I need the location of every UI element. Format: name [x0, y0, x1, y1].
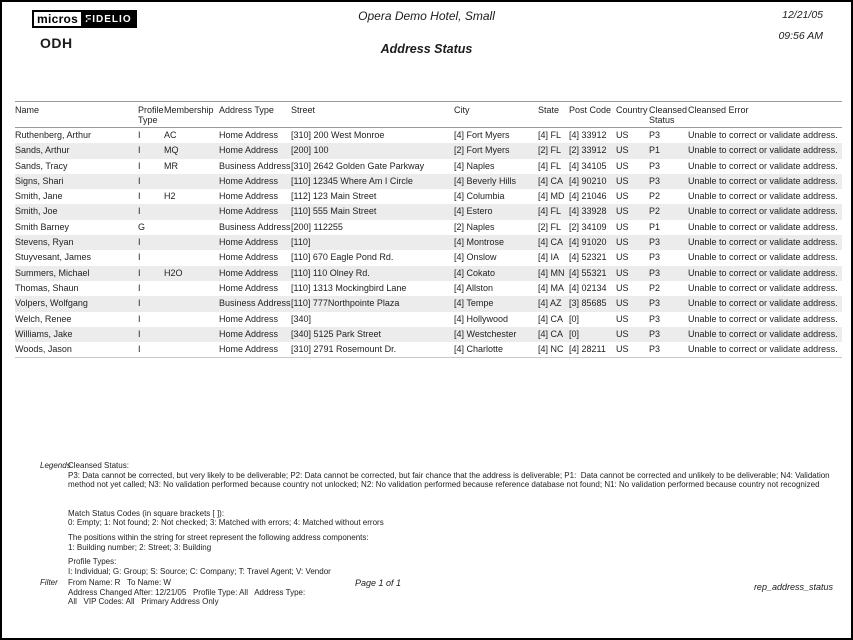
- table-row: [15, 204, 842, 219]
- table-cell: Unable to correct or validate address.: [688, 313, 838, 324]
- table-cell: US: [616, 160, 629, 171]
- table-cell: Business Address: [219, 160, 291, 171]
- table-cell: Smith, Joe: [15, 206, 58, 217]
- table-cell: US: [616, 145, 629, 156]
- table-cell: US: [616, 252, 629, 263]
- table-cell: [164, 296, 219, 311]
- table-cell: [164, 250, 219, 265]
- table-row: [15, 296, 842, 311]
- page-number: Page 1 of 1: [355, 578, 402, 588]
- table-cell: Unable to correct or validate address.: [688, 298, 838, 309]
- table-cell: Business Address: [219, 221, 291, 232]
- table-cell: [4] 91020: [569, 237, 607, 248]
- table-cell: [4] Columbia: [454, 191, 505, 202]
- table-cell: US: [616, 298, 629, 309]
- table-row: [15, 281, 842, 296]
- table-cell: Unable to correct or validate address.: [688, 221, 838, 232]
- table-cell: [4] 55321: [569, 267, 607, 278]
- table-cell: P1: [649, 145, 661, 156]
- filter-content: [68, 578, 348, 607]
- legend-title: Profile Types:: [68, 557, 117, 567]
- table-cell: Sands, Tracy: [15, 160, 68, 171]
- table-cell: [110] 555 Main Street: [291, 206, 377, 217]
- table-cell: [4] Estero: [454, 206, 493, 217]
- table-cell: [4] CA: [538, 328, 564, 339]
- table-cell: [164, 342, 219, 358]
- table-cell: Business Address: [219, 298, 291, 309]
- table-cell: [2] FL: [538, 145, 562, 156]
- table-cell: P3: [649, 328, 661, 339]
- table-cell: Home Address: [219, 175, 279, 186]
- table-cell: [4] CA: [538, 313, 564, 324]
- table-cell: [4] MD: [538, 191, 565, 202]
- table-cell: Home Address: [219, 282, 279, 293]
- column-header: City: [454, 102, 538, 128]
- table-cell: P2: [649, 206, 661, 217]
- column-header: Profile Type: [138, 102, 164, 128]
- legend-cleansed-status: [68, 461, 840, 490]
- table-header-row: [15, 102, 842, 128]
- table-cell: I: [138, 130, 141, 140]
- table-cell: US: [616, 328, 629, 339]
- legend-text: 0: Empty; 1: Not found; 2: Not checked; 3: Matched with errors; 4: Matched without errors: [68, 518, 384, 528]
- table-cell: [2] Fort Myers: [454, 145, 510, 156]
- table-cell: [4] MN: [538, 267, 565, 278]
- table-cell: H2: [164, 191, 176, 202]
- table-cell: [310] 200 West Monroe: [291, 130, 385, 140]
- table-cell: Unable to correct or validate address.: [688, 145, 838, 156]
- table-cell: Unable to correct or validate address.: [688, 175, 838, 186]
- table-cell: I: [138, 282, 141, 293]
- table-cell: Unable to correct or validate address.: [688, 237, 838, 248]
- legends-content: [68, 461, 840, 576]
- table-cell: [4] Beverly Hills: [454, 175, 517, 186]
- table-cell: Williams, Jake: [15, 328, 73, 339]
- table-cell: [4] 90210: [569, 175, 607, 186]
- table-cell: US: [616, 175, 629, 186]
- table-cell: I: [138, 206, 141, 217]
- table-cell: [200] 100: [291, 145, 329, 156]
- table-cell: [110] 12345 Where Am I Circle: [291, 175, 413, 186]
- table-cell: [4] FL: [538, 130, 562, 140]
- table-cell: AC: [164, 130, 177, 140]
- table-cell: I: [138, 252, 141, 263]
- table-cell: [4] Allston: [454, 282, 494, 293]
- table-cell: US: [616, 282, 629, 293]
- filter-line: All VIP Codes: All Primary Address Only: [68, 597, 219, 607]
- table-cell: [4] Onslow: [454, 252, 497, 263]
- table-row: [15, 235, 842, 250]
- table-cell: [4] FL: [538, 206, 562, 217]
- table-cell: [200] 112255: [291, 221, 343, 232]
- table-row: [15, 266, 842, 281]
- legend-text: 1: Building number; 2: Street; 3: Building: [68, 542, 212, 552]
- table-cell: [4] MA: [538, 282, 565, 293]
- table-row: [15, 250, 842, 265]
- table-cell: US: [616, 237, 629, 248]
- table-cell: [164, 220, 219, 235]
- table-cell: [4] 33928: [569, 206, 607, 217]
- table-cell: [3] 85685: [569, 298, 607, 309]
- table-cell: I: [138, 191, 141, 202]
- table-cell: [4] Montrose: [454, 237, 505, 248]
- table-cell: [4] 21046: [569, 191, 607, 202]
- table-cell: US: [616, 221, 629, 232]
- column-header: Cleansed Status: [649, 102, 688, 128]
- table-cell: [164, 281, 219, 296]
- table-cell: [340] 5125 Park Street: [291, 328, 382, 339]
- table-cell: Home Address: [219, 313, 279, 324]
- table-row: [15, 189, 842, 204]
- table-row: [15, 159, 842, 174]
- legend-street-positions: [68, 533, 840, 552]
- table-row: [15, 128, 842, 144]
- table-cell: P3: [649, 160, 661, 171]
- legend-match-status-codes: [68, 509, 840, 528]
- legend-title: The positions within the string for street represent the following address components:: [68, 532, 369, 542]
- table-cell: I: [138, 298, 141, 309]
- table-cell: P2: [649, 282, 661, 293]
- table-row: [15, 327, 842, 342]
- table-cell: I: [138, 175, 141, 186]
- table-cell: [310] 2791 Rosemount Dr.: [291, 342, 454, 358]
- table-header: [15, 102, 842, 128]
- table-cell: [164, 174, 219, 189]
- legend-text: I: Individual; G: Group; S: Source; C: Company; T: Travel Agent; V: Vendor: [68, 566, 331, 576]
- table-cell: [340]: [291, 313, 312, 324]
- table-cell: [110] 777Northpointe Plaza: [291, 298, 400, 309]
- table-cell: [110] 1313 Mockingbird Lane: [291, 282, 407, 293]
- table-cell: [4] 33912: [569, 130, 607, 140]
- table-cell: [4] Hollywood: [454, 313, 509, 324]
- table-cell: [4] FL: [538, 160, 562, 171]
- column-header: Membership: [164, 102, 219, 128]
- table-cell: I: [138, 267, 141, 278]
- table-cell: MR: [164, 160, 178, 171]
- legend-text: P3: Data cannot be corrected, but very likely to be deliverable; P2: Data cannot be corrected, but fair chance that the address is deliverable; P1: Data cannot be corrected and unlikely to be deliverable; N4: Validation method not yet called; N3: No validation performed because country not unlocked; N2: No validation performed because reference database not found; N1: No validation performed because country not recognized: [68, 470, 832, 490]
- column-header: Post Code: [569, 102, 616, 128]
- logo-arrow-icon: [82, 14, 88, 24]
- report-time: 09:56 AM: [778, 30, 823, 42]
- table-cell: [4] 52321: [569, 252, 607, 263]
- table-cell: [4] CA: [538, 237, 564, 248]
- table-cell: Stevens, Ryan: [15, 237, 74, 248]
- table-cell: Stuyvesant, James: [15, 252, 92, 263]
- table-cell: Unable to correct or validate address.: [688, 328, 838, 339]
- table-cell: Welch, Renee: [15, 313, 72, 324]
- table-cell: US: [616, 313, 629, 324]
- table-cell: [2] 34109: [569, 221, 607, 232]
- filter-line: From Name: R To Name: W: [68, 578, 171, 587]
- resort-code: ODH: [40, 35, 73, 51]
- table-cell: MQ: [164, 145, 179, 156]
- legend-profile-types: [68, 557, 840, 576]
- micros-logo-text: micros: [32, 10, 83, 28]
- table-cell: P3: [649, 175, 661, 186]
- column-header: Name: [15, 102, 138, 128]
- table-cell: Home Address: [219, 342, 291, 358]
- table-cell: Ruthenberg, Arthur: [15, 130, 92, 140]
- table-cell: [0]: [569, 328, 580, 339]
- table-cell: I: [138, 328, 141, 339]
- table-cell: Home Address: [219, 328, 279, 339]
- table-cell: [4] Fort Myers: [454, 130, 510, 140]
- column-header: Address Type: [219, 102, 291, 128]
- table-cell: P3: [649, 267, 661, 278]
- table-cell: [0]: [569, 313, 580, 324]
- table-cell: Unable to correct or validate address.: [688, 252, 838, 263]
- table-cell: Unable to correct or validate address.: [688, 342, 842, 358]
- table-cell: Unable to correct or validate address.: [688, 267, 838, 278]
- table-cell: [4] Charlotte: [454, 342, 538, 358]
- report-date: 12/21/05: [782, 9, 823, 21]
- column-header: Country: [616, 102, 649, 128]
- table-cell: [4] 34105: [569, 160, 607, 171]
- table-cell: G: [138, 221, 146, 232]
- table-cell: P3: [649, 313, 661, 324]
- table-cell: I: [138, 145, 141, 156]
- table-row: [15, 342, 842, 358]
- column-header: State: [538, 102, 569, 128]
- table-cell: Home Address: [219, 237, 279, 248]
- column-header: Cleansed Error: [688, 102, 842, 128]
- table-cell: US: [616, 191, 629, 202]
- table-cell: [2] Naples: [454, 221, 495, 232]
- table-cell: [4] AZ: [538, 298, 562, 309]
- table-cell: [110]: [291, 237, 311, 248]
- table-cell: [4] Cokato: [454, 267, 496, 278]
- filter-label: Filter: [40, 578, 58, 587]
- table-cell: P1: [649, 221, 661, 232]
- table-cell: [164, 327, 219, 342]
- table-cell: I: [138, 342, 164, 358]
- table-cell: Home Address: [219, 145, 279, 156]
- table-cell: [2] 33912: [569, 145, 607, 156]
- table-cell: Unable to correct or validate address.: [688, 160, 838, 171]
- table-cell: Signs, Shari: [15, 175, 64, 186]
- table-cell: P3: [649, 298, 661, 309]
- table-row: [15, 312, 842, 327]
- table-cell: I: [138, 160, 141, 171]
- table-cell: Home Address: [219, 267, 279, 278]
- table-cell: P3: [649, 130, 661, 140]
- table-cell: P2: [649, 191, 661, 202]
- table-cell: I: [138, 237, 141, 248]
- table-cell: H2O: [164, 267, 183, 278]
- legend-title: Cleansed Status:: [68, 461, 129, 470]
- fidelio-logo-text: FIDELIO: [82, 10, 136, 28]
- table-cell: Unable to correct or validate address.: [688, 206, 838, 217]
- filter-line: Address Changed After: 12/21/05 Profile Type: All Address Type:: [68, 587, 306, 597]
- table-cell: Summers, Michael: [15, 267, 90, 278]
- legends-section: [40, 461, 840, 581]
- table-cell: Unable to correct or validate address.: [688, 130, 838, 140]
- table-cell: [112] 123 Main Street: [291, 191, 377, 202]
- table-cell: US: [616, 206, 629, 217]
- table-body: [15, 128, 842, 358]
- table-cell: Home Address: [219, 206, 279, 217]
- table-cell: [4] NC: [538, 342, 569, 358]
- report-id: rep_address_status: [753, 582, 833, 592]
- table-cell: [2] FL: [538, 221, 562, 232]
- table-row: [15, 174, 842, 189]
- table-row: [15, 220, 842, 235]
- table-cell: [4] IA: [538, 252, 560, 263]
- table-cell: [4] 02134: [569, 282, 607, 293]
- table-cell: P3: [649, 342, 688, 358]
- table-cell: Sands, Arthur: [15, 145, 70, 156]
- table-cell: Smith Barney: [15, 221, 70, 232]
- table-cell: [164, 312, 219, 327]
- column-header: Street: [291, 102, 454, 128]
- table-cell: Unable to correct or validate address.: [688, 282, 838, 293]
- address-status-table: [15, 101, 842, 358]
- table-cell: Smith, Jane: [15, 191, 63, 202]
- table-cell: Home Address: [219, 252, 279, 263]
- table-cell: [110] 670 Eagle Pond Rd.: [291, 252, 394, 263]
- filter-section: [40, 578, 348, 607]
- table-cell: I: [138, 313, 141, 324]
- table-cell: Home Address: [219, 191, 279, 202]
- table-cell: [164, 204, 219, 219]
- table-cell: Home Address: [219, 130, 279, 140]
- table-cell: Woods, Jason: [15, 342, 138, 358]
- table-cell: US: [616, 130, 629, 140]
- table-cell: P3: [649, 252, 661, 263]
- table-cell: [4] Westchester: [454, 328, 517, 339]
- property-title: Opera Demo Hotel, Small: [358, 9, 495, 23]
- table-cell: [4] CA: [538, 175, 564, 186]
- table-cell: US: [616, 342, 649, 358]
- table-cell: [164, 235, 219, 250]
- page-title: Address Status: [380, 42, 473, 56]
- table-cell: [4] Naples: [454, 160, 495, 171]
- table-cell: [4] Tempe: [454, 298, 494, 309]
- table-cell: Thomas, Shaun: [15, 282, 79, 293]
- table-cell: P3: [649, 237, 661, 248]
- table-cell: [4] 28211: [569, 342, 616, 358]
- table-cell: US: [616, 267, 629, 278]
- table-cell: Unable to correct or validate address.: [688, 191, 838, 202]
- legend-title: Match Status Codes (in square brackets [ ]):: [68, 508, 225, 518]
- table-row: [15, 143, 842, 158]
- table-cell: [310] 2642 Golden Gate Parkway: [291, 160, 425, 171]
- table-cell: Volpers, Wolfgang: [15, 298, 88, 309]
- legends-label: Legends: [40, 461, 71, 470]
- table-cell: [110] 110 Olney Rd.: [291, 267, 370, 278]
